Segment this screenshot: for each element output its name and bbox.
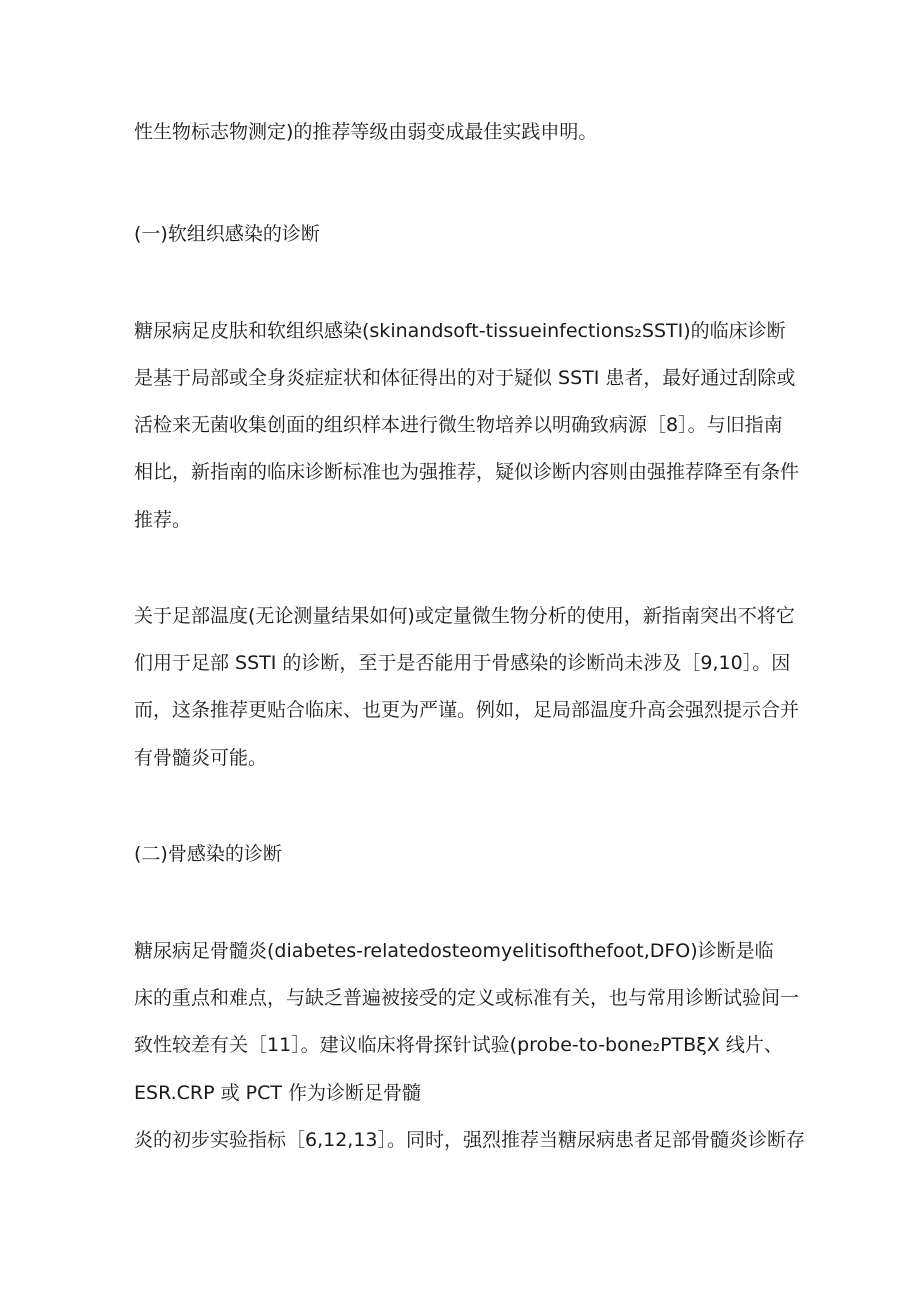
paragraph-line: 糖尿病足皮肤和软组织感染(skinandsoft-tissueinfections₂SSTI)的临床诊断 [134, 320, 786, 342]
paragraph-line: 们用于足部 SSTI 的诊断，至于是否能用于骨感染的诊断尚未涉及［9,10］。因 [134, 652, 791, 674]
paragraph-line: 推荐。 [134, 509, 192, 531]
paragraph-line: 相比，新指南的临床诊断标准也为强推荐，疑似诊断内容则由强推荐降至有条件 [134, 461, 800, 483]
section-heading-bone-infection: (二)骨感染的诊断 [134, 843, 282, 865]
paragraph-line: 性生物标志物测定)的推荐等级由弱变成最佳实践申明。 [134, 121, 598, 143]
paragraph-line: 有骨髓炎可能。 [134, 747, 268, 769]
paragraph-line: 活检来无菌收集创面的组织样本进行微生物培养以明确致病源［8］。与旧指南 [134, 414, 783, 436]
paragraph-line: 关于足部温度(无论测量结果如何)或定量微生物分析的使用，新指南突出不将它 [134, 605, 795, 627]
paragraph-line: ESR.CRP 或 PCT 作为诊断足骨髓 [134, 1082, 422, 1104]
paragraph-line: 糖尿病足骨髓炎(diabetes-relatedosteomyelitisofthefoot,DFO)诊断是临 [134, 940, 774, 962]
paragraph-line: 而，这条推荐更贴合临床、也更为严谨。例如，足局部温度升高会强烈提示合并 [134, 699, 800, 721]
section-heading-soft-tissue: (一)软组织感染的诊断 [134, 223, 320, 245]
paragraph-line: 是基于局部或全身炎症症状和体征得出的对于疑似 SSTI 患者，最好通过刮除或 [134, 367, 796, 389]
paragraph-line: 致性较差有关［11］。建议临床将骨探针试验(probe-to-bone₂PTBξX 线片、 [134, 1034, 783, 1056]
paragraph-line: 炎的初步实验指标［6,12,13］。同时，强烈推荐当糖尿病患者足部骨髓炎诊断存 [134, 1129, 806, 1151]
paragraph-line: 床的重点和难点，与缺乏普遍被接受的定义或标准有关，也与常用诊断试验间一 [134, 987, 800, 1009]
